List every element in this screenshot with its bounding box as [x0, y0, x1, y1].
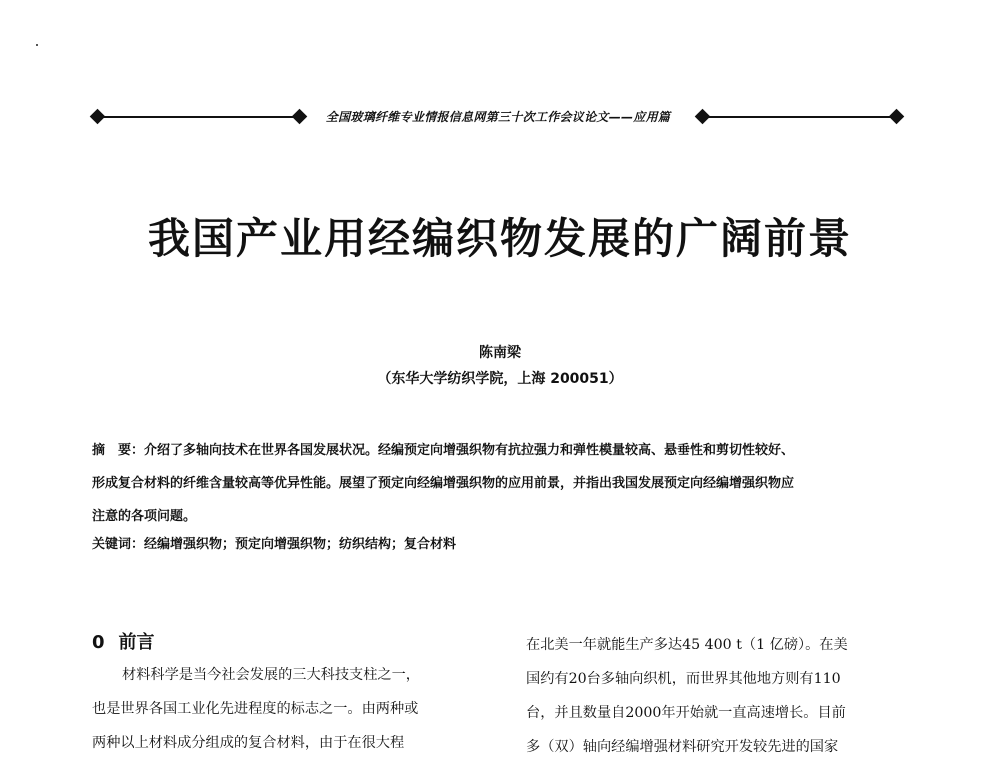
conference-banner [90, 104, 904, 130]
diamond-icon [292, 109, 308, 125]
diamond-icon [90, 109, 106, 125]
author-affiliation: （东华大学纺织学院，上海 200051） [377, 371, 623, 387]
abstract [92, 434, 912, 533]
body-line: 材料科学是当今社会发展的三大科技支柱之一， [122, 667, 420, 683]
abstract-label: 摘 要： [92, 443, 145, 458]
banner-rule-right [702, 116, 898, 118]
keywords-list: 经编增强织物；预定向增强织物；纺织结构；复合材料 [144, 537, 457, 552]
abstract-line: 形成复合材料的纤维含量较高等优异性能。展望了预定向经编增强织物的应用前景，并指出我国发展预定向经编增强织物应 [92, 476, 795, 491]
diamond-icon [695, 109, 711, 125]
body-line: 在北美一年就能生产多达45 400 t（1 亿磅）。在美 [526, 637, 848, 653]
banner-text: 全国玻璃纤维专业情报信息网第三十次工作会议论文——应用篇 [325, 110, 671, 124]
abstract-line: 摘 要：介绍了多轴向技术在世界各国发展状况。经编预定向增强织物有抗拉强力和弹性模量较高、悬垂性和剪切性较好、 [92, 443, 795, 458]
body-line: 两种以上材料成分组成的复合材料，由于在很大程 [92, 735, 405, 751]
keywords [92, 533, 912, 552]
section-number: 0 [92, 632, 105, 653]
body-column-right [526, 628, 906, 764]
body-column-left [92, 628, 472, 760]
section-title: 前言 [118, 632, 155, 653]
keywords-label: 关键词： [92, 537, 145, 552]
banner-rule-left [98, 116, 298, 118]
section-heading [92, 628, 472, 658]
paper-title: 我国产业用经编织物发展的广阔前景 [147, 214, 852, 263]
author-name: 陈南梁 [479, 345, 521, 361]
body-line: 也是世界各国工业化先进程度的标志之一。由两种或 [92, 701, 419, 717]
body-line: 国约有20台多轴向织机，而世界其他地方则有110 [526, 671, 841, 687]
diamond-icon [889, 109, 905, 125]
abstract-line: 注意的各项问题。 [92, 509, 197, 524]
scan-speck [36, 44, 38, 46]
body-line: 台，并且数量自2000年开始就一直高速增长。目前 [526, 705, 846, 721]
body-line: 多（双）轴向经编增强材料研究开发较先进的国家 [526, 739, 839, 755]
